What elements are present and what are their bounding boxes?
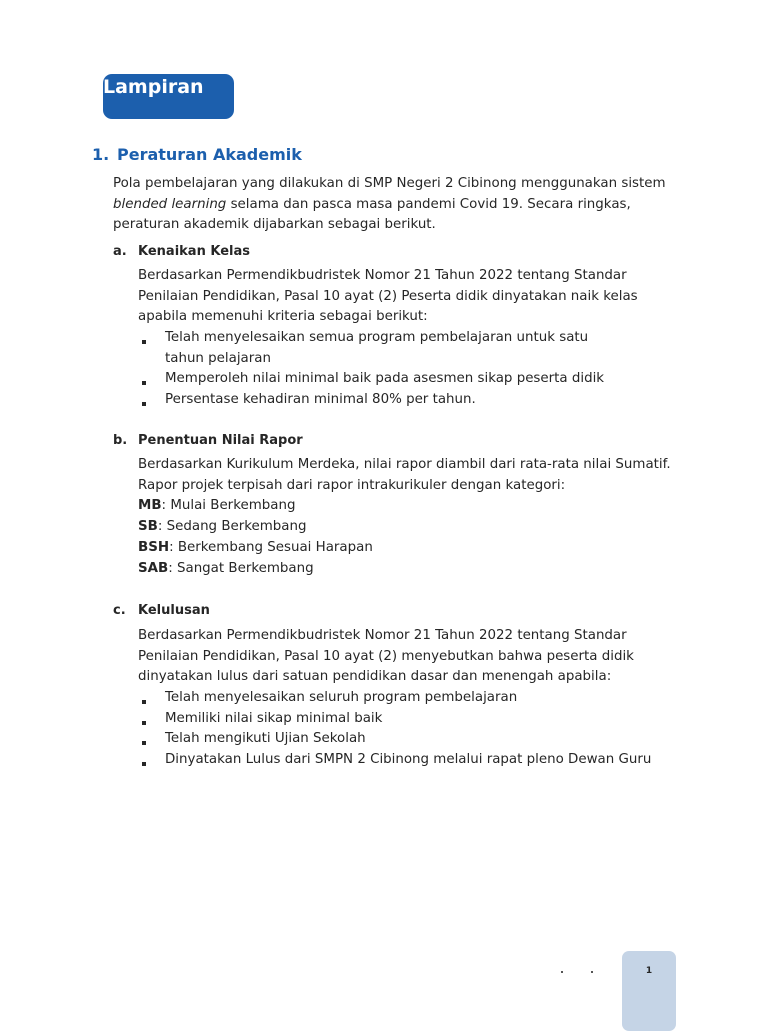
section-heading — [92, 145, 302, 165]
bullet-list-kelulusan — [138, 688, 651, 771]
footer-dot — [591, 971, 593, 973]
list-item-text: Telah mengikuti Ujian Sekolah — [165, 731, 366, 747]
subsection-title: Kelulusan — [138, 603, 210, 618]
category-label: : Mulai Berkembang — [161, 498, 296, 514]
subsection-title: Penentuan Nilai Rapor — [138, 433, 303, 448]
list-item-text: Memperoleh nilai minimal baik pada asesmen sikap peserta didik — [165, 371, 605, 387]
subsection-title: Kenaikan Kelas — [138, 244, 250, 259]
list-item-continuation — [138, 349, 604, 370]
list-item-text: Telah menyelesaikan seluruh program pembelajaran — [165, 690, 518, 705]
bullet-icon — [142, 762, 146, 766]
list-item — [138, 729, 651, 750]
footer-dot — [561, 971, 563, 973]
subsection-body-kenaikan-kelas — [138, 266, 638, 328]
category-label: : Sangat Berkembang — [168, 560, 314, 576]
intro-line: Pola pembelajaran yang dilakukan di SMP Negeri 2 Cibinong menggunakan sistem — [113, 176, 666, 191]
bullet-icon — [142, 700, 146, 704]
category-line-mb — [138, 496, 671, 517]
category-line-bsh — [138, 538, 671, 559]
section-title: Peraturan Akademik — [117, 145, 302, 164]
intro-italic-term: blended learning — [113, 196, 227, 212]
category-line-sab — [138, 559, 671, 580]
category-label: : Berkembang Sesuai Harapan — [169, 539, 373, 555]
category-label: : Sedang Berkembang — [157, 519, 307, 535]
body-line: Rapor projek terpisah dari rapor intrakurikuler dengan kategori: — [138, 477, 566, 493]
list-item — [138, 390, 604, 411]
subsection-body-kelulusan — [138, 626, 634, 688]
lampiran-badge-label: Lampiran — [103, 76, 204, 98]
list-item — [138, 688, 651, 709]
body-line: apabila memenuhi kriteria sebagai berikut: — [138, 309, 428, 325]
subsection-heading-penentuan-nilai-rapor — [113, 432, 303, 450]
page-number: 1 — [645, 966, 653, 976]
bullet-icon — [142, 721, 146, 725]
bullet-icon — [142, 340, 146, 344]
bullet-icon — [142, 402, 146, 406]
list-item — [138, 328, 604, 349]
body-line: Berdasarkan Permendikbudristek Nomor 21 Tahun 2022 tentang Standar — [138, 628, 627, 643]
intro-paragraph — [113, 174, 666, 236]
subsection-heading-kenaikan-kelas — [113, 243, 250, 261]
body-line: Penilaian Pendidikan, Pasal 10 ayat (2) menyebutkan bahwa peserta didik — [138, 648, 634, 664]
subsection-heading-kelulusan — [113, 602, 210, 620]
list-item-text: Persentase kehadiran minimal 80% per tahun. — [165, 392, 476, 408]
body-line: Penilaian Pendidikan, Pasal 10 ayat (2) Peserta didik dinyatakan naik kelas — [138, 288, 638, 304]
intro-line: peraturan akademik dijabarkan sebagai berikut. — [113, 217, 436, 233]
intro-line — [113, 195, 666, 216]
category-code: MB — [138, 498, 162, 514]
list-item-text: Telah menyelesaikan semua program pembelajaran untuk satu — [165, 330, 589, 345]
bullet-icon — [142, 381, 146, 385]
list-item — [138, 709, 651, 730]
list-item-text: Dinyatakan Lulus dari SMPN 2 Cibinong melalui rapat pleno Dewan Guru — [165, 752, 652, 768]
bullet-list-kenaikan-kelas — [138, 328, 604, 411]
bullet-icon — [142, 741, 146, 745]
body-line: Berdasarkan Kurikulum Merdeka, nilai rapor diambil dari rata-rata nilai Sumatif. — [138, 457, 671, 472]
list-item — [138, 750, 651, 771]
subsection-letter: a. — [113, 244, 127, 259]
category-line-sb — [138, 517, 671, 538]
subsection-letter: c. — [113, 603, 126, 618]
list-item-text: Memiliki nilai sikap minimal baik — [165, 710, 383, 726]
category-code: SAB — [138, 560, 169, 576]
subsection-letter: b. — [113, 433, 128, 448]
body-line: dinyatakan lulus dari satuan pendidikan dasar dan menengah apabila: — [138, 669, 612, 685]
list-item — [138, 369, 604, 390]
intro-line-rest: selama dan pasca masa pandemi Covid 19. Secara ringkas, — [226, 196, 631, 212]
category-code: SB — [138, 519, 158, 535]
category-code: BSH — [138, 539, 170, 555]
subsection-body-penentuan-nilai-rapor — [138, 455, 671, 579]
section-number: 1. — [92, 145, 110, 164]
list-item-text: tahun pelajaran — [165, 350, 271, 366]
body-line: Berdasarkan Permendikbudristek Nomor 21 Tahun 2022 tentang Standar — [138, 268, 627, 283]
page-number-tab — [622, 951, 676, 1031]
